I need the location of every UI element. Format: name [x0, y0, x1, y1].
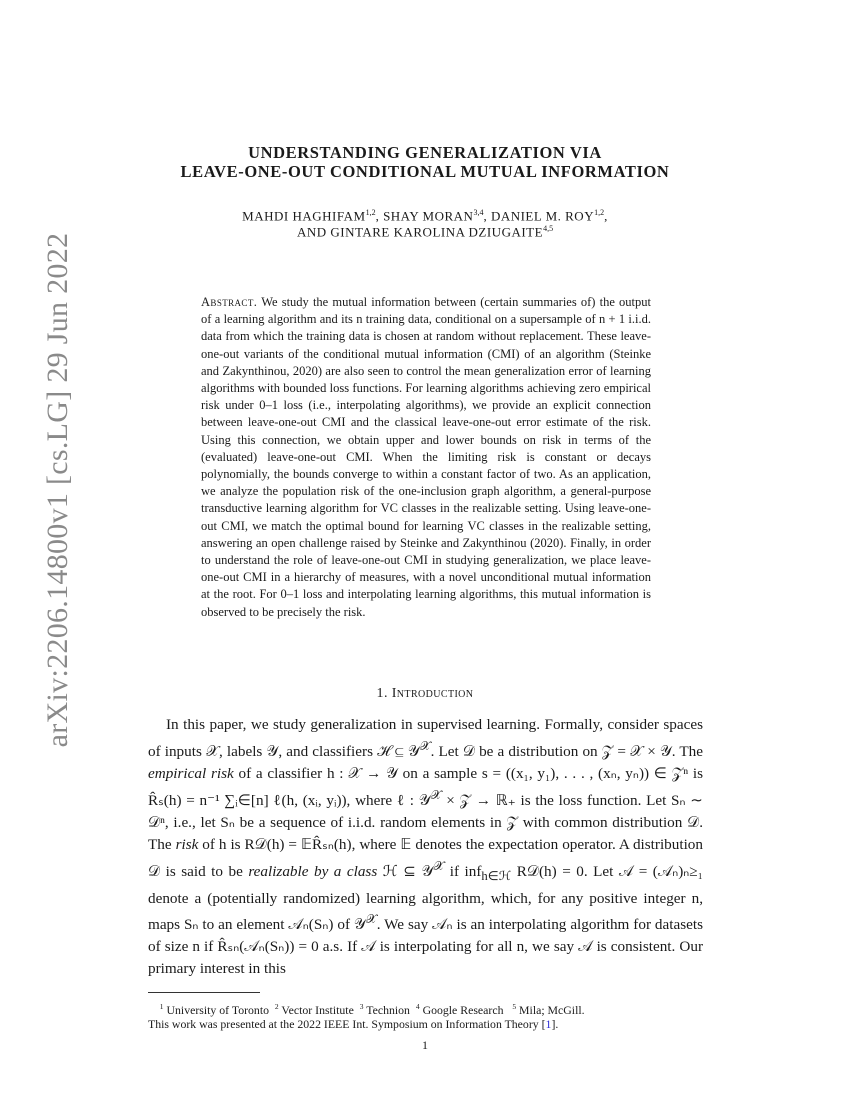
author-affiliation: 3,4 — [473, 208, 484, 217]
author-line-1: MAHDI HAGHIFAM$^{1,2}$, SHAY MORAN$^{3,4}$, DANIEL M. ROY$^{1,2}$, — [242, 208, 608, 224]
page-number: 1 — [422, 1038, 428, 1052]
footnote-divider — [148, 992, 260, 993]
abstract-text: We study the mutual information between (certain summaries of) the output of a learning algorithm and its n training data, conditional on a supersample of n + 1 i.i.d. data from which the training data is chosen at random without replacement. These leave-one-out variants of the conditional mutual information (CMI) of an algorithm (Steinke and Zakynthinou, 2020) are also seen to control the mean generalization error of learning algorithms with bounded loss functions. For learning algorithms achieving zero empirical risk under 0–1 loss (i.e., interpolating algorithms), we provide an explicit connection between leave-one-out CMI and the classical leave-one-out error estimate of the risk. Using this connection, we obtain upper and lower bounds on risk in terms of the (evaluated) leave-one-out CMI. When the limiting risk is constant or decays polynomially, the bounds converge to within a constant factor of two. As an application, we analyze the population risk of the one-inclusion graph algorithm, a general-purpose transductive learning algorithm for VC classes in the realizable setting. Using leave-one-out CMI, we match the optimal bound for learning VC classes in the realizable setting, answering an open challenge raised by Steinke and Zakynthinou (2020). Finally, in order to understand the role of leave-one-out CMI in studying generalization, we place leave-one-out CMI in a hierarchy of measures, with a novel unconditional mutual information at the root. For 0–1 loss and interpolating learning algorithms, this mutual information is observed to be precisely the risk. — [201, 295, 651, 619]
term-empirical-risk: empirical risk — [148, 764, 234, 782]
author-name: AND GINTARE KAROLINA DZIUGAITE — [296, 224, 544, 240]
section-heading-introduction: 1. Introduction — [376, 686, 474, 701]
citation-link[interactable]: 1 — [545, 1017, 552, 1031]
author-name: DANIEL M. ROY — [490, 208, 595, 224]
author-affiliation: 1,2 — [594, 208, 605, 217]
abstract-label: Abstract. — [201, 295, 258, 309]
introduction-paragraph: In this paper, we study generalization in supervised learning. Formally, consider spaces of inputs 𝒳, labels 𝒴, and classifiers ℋ ⊆ 𝒴$^𝒳$. Let 𝒟 be a distribution on 𝒵 = 𝒳 × 𝒴. The empirical risk of a classifier h : 𝒳 → 𝒴 on a sample s = ((x₁, y₁), . . . , (xₙ, yₙ)) ∈ 𝒵ⁿ is R̂ₛ(h) = n⁻¹ ∑ᵢ∈[n] ℓ(h, (xᵢ, yᵢ)), where ℓ : 𝒴$^𝒳$ × 𝒵 → ℝ₊ is the loss function. Let Sₙ ∼ 𝒟ⁿ, i.e., let Sₙ be a sequence of i.i.d. random elements in 𝒵 with common distribution 𝒟. The risk of h is R𝒟(h) = 𝔼R̂ₛₙ(h), where 𝔼 denotes the expectation operator. A distribution 𝒟 is said to be realizable by a class ℋ ⊆ 𝒴$^𝒳$ if inf$_{h\in ℋ}$ R𝒟(h) = 0. Let 𝒜 = (𝒜ₙ)ₙ≥₁ denote a (potentially randomized) learning algorithm, which, for any positive integer n, maps Sₙ to an element 𝒜ₙ(Sₙ) of 𝒴$^𝒳$. We say 𝒜ₙ is an interpolating algorithm for datasets of size n if R̂ₛₙ(𝒜ₙ(Sₙ)) = 0 a.s. If 𝒜 is interpolating for all n, we say 𝒜 is consistent. Our primary interest in this — [148, 716, 704, 978]
author-affiliation: 4,5 — [543, 224, 554, 233]
paper-title-line-1: UNDERSTANDING GENERALIZATION VIA — [248, 143, 602, 162]
abstract — [201, 294, 651, 621]
author-name: MAHDI HAGHIFAM — [242, 208, 366, 224]
term-realizable: realizable by a class — [248, 862, 378, 880]
term-risk: risk — [175, 835, 199, 853]
author-name: SHAY MORAN — [383, 208, 474, 224]
author-line-2 — [120, 224, 730, 240]
affiliation-footnote: $^1$ University of Toronto $^2$ Vector Institute $^3$ Technion $^4$ Google Research $^5$ Mila; McGill. — [159, 1002, 585, 1017]
paper-title-line-2: LEAVE-ONE-OUT CONDITIONAL MUTUAL INFORMATION — [180, 162, 670, 181]
author-affiliation: 1,2 — [365, 208, 376, 217]
arxiv-identifier-stamp: arXiv:2206.14800v1 [cs.LG] 29 Jun 2022 — [41, 232, 74, 748]
presentation-footnote: This work was presented at the 2022 IEEE Int. Symposium on Information Theory [1]. — [148, 1017, 559, 1031]
